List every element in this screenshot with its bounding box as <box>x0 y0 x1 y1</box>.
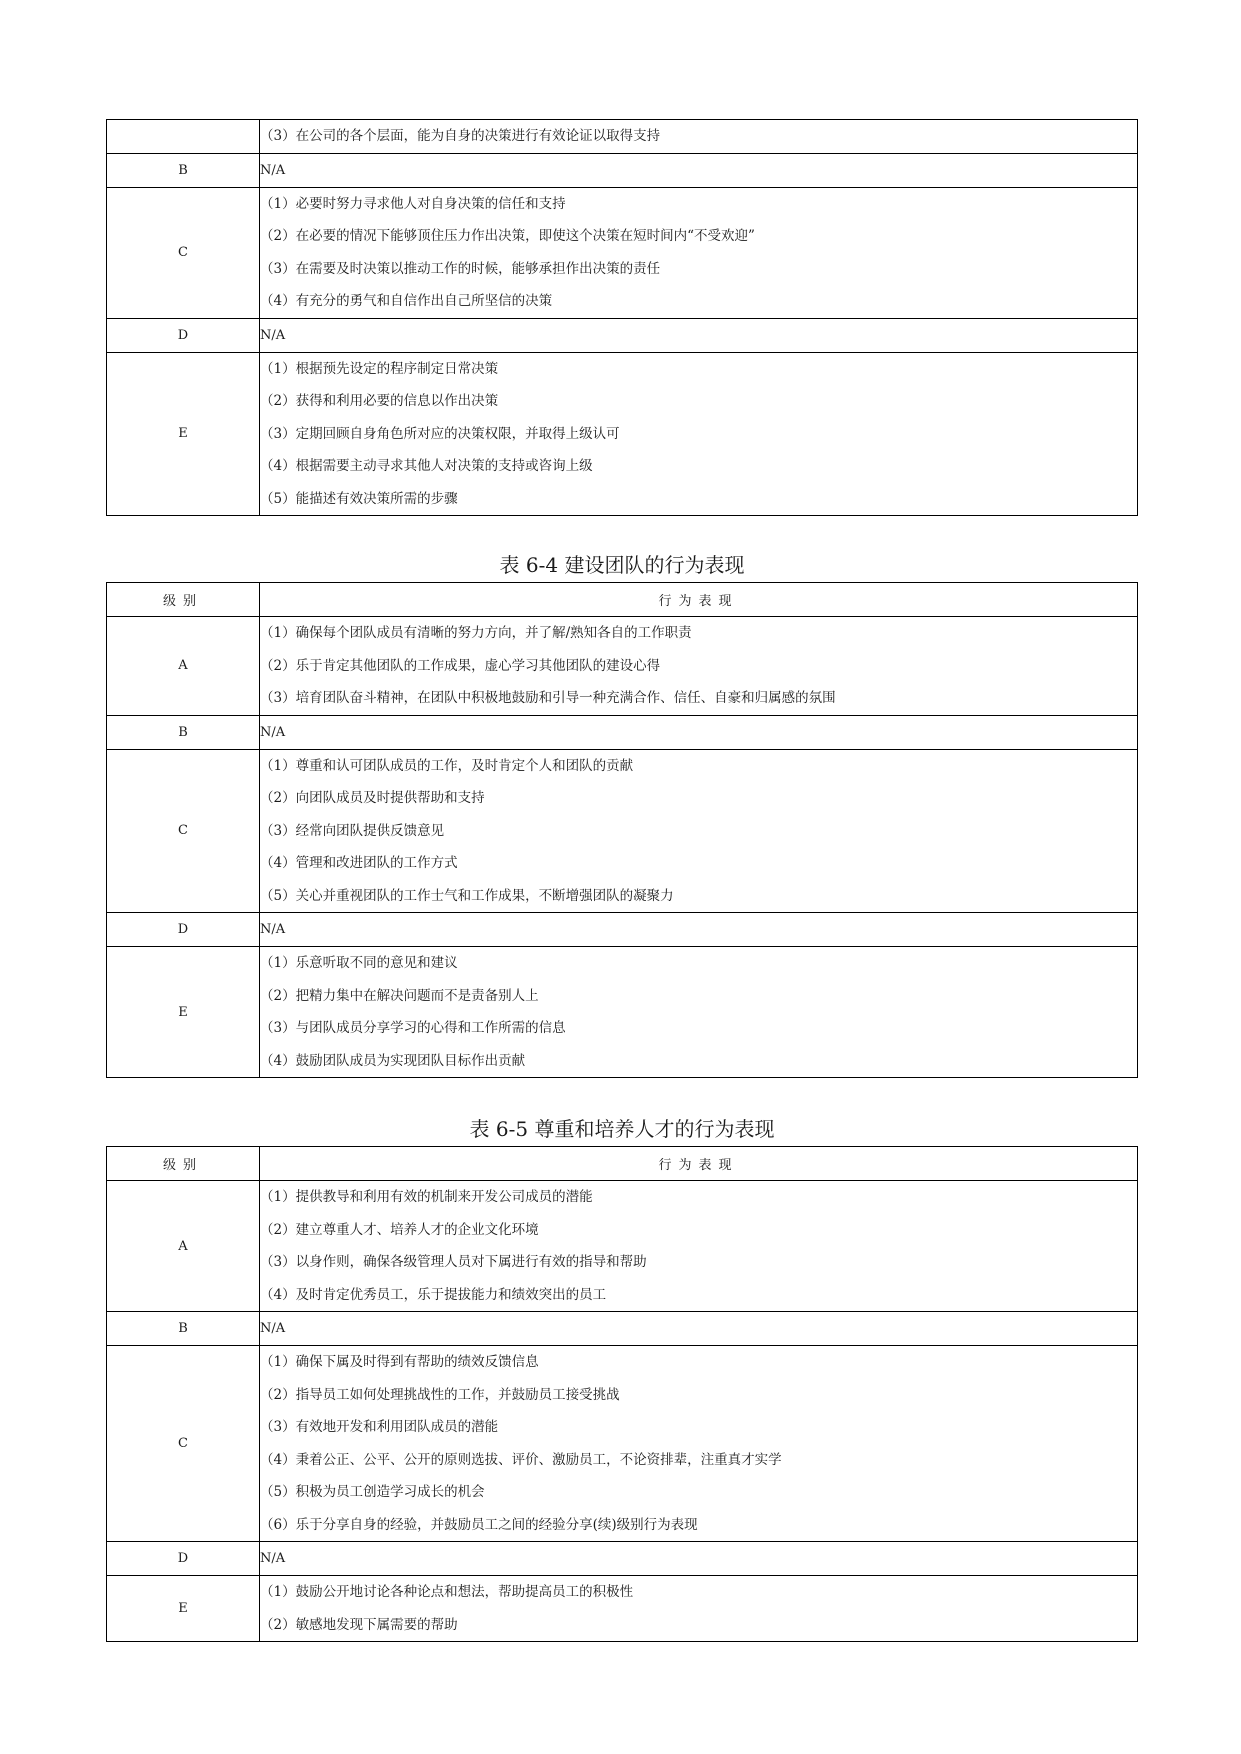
level-cell: A <box>107 1181 260 1312</box>
behavior-item: （2）建立尊重人才、培养人才的企业文化环境 <box>260 1221 539 1238</box>
behavior-na: N/A <box>260 318 1138 352</box>
behavior-item: （3）经常向团队提供反馈意见 <box>260 822 445 839</box>
level-cell: C <box>107 1346 260 1542</box>
behavior-item: （5）能描述有效决策所需的步骤 <box>260 490 458 507</box>
table-row <box>107 715 1138 749</box>
behavior-item: （3）在需要及时决策以推动工作的时候，能够承担作出决策的责任 <box>260 260 661 277</box>
level-cell: C <box>107 187 260 318</box>
level-cell <box>107 120 260 154</box>
table-row <box>107 352 1138 516</box>
behavior-na: N/A <box>260 153 1138 187</box>
behavior-item: （2）向团队成员及时提供帮助和支持 <box>260 790 485 806</box>
table-header-row <box>107 1147 1138 1181</box>
behavior-na: N/A <box>260 1542 1138 1576</box>
behavior-item: （3）有效地开发和利用团队成员的潜能 <box>260 1419 499 1435</box>
level-cell: C <box>107 749 260 913</box>
table-row <box>107 187 1138 318</box>
table-row <box>107 617 1138 716</box>
behavior-item: （1）确保每个团队成员有清晰的努力方向，并了解/熟知各自的工作职责 <box>260 625 692 641</box>
table-row <box>107 1346 1138 1542</box>
behavior-item: （3）培育团队奋斗精神，在团队中积极地鼓励和引导一种充满合作、信任、自豪和归属感的氛围 <box>260 690 836 706</box>
behavior-item: （2）在必要的情况下能够顶住压力作出决策，即使这个决策在短时间内“不受欢迎” <box>260 228 755 244</box>
table-row <box>107 947 1138 1078</box>
behavior-cell <box>260 1576 1138 1642</box>
level-cell: E <box>107 352 260 516</box>
behavior-item: （3）与团队成员分享学习的心得和工作所需的信息 <box>260 1020 566 1036</box>
behavior-item: （5）积极为员工创造学习成长的机会 <box>260 1484 485 1500</box>
behavior-item: （2）获得和利用必要的信息以作出决策 <box>260 393 499 409</box>
behavior-cell <box>260 1181 1138 1312</box>
behavior-item: （1）尊重和认可团队成员的工作，及时肯定个人和团队的贡献 <box>260 757 634 774</box>
level-cell: B <box>107 715 260 749</box>
behavior-item: （2）指导员工如何处理挑战性的工作，并鼓励员工接受挑战 <box>260 1386 620 1403</box>
behavior-column-header: 行为表现 <box>260 583 1138 617</box>
behavior-cell <box>260 749 1138 913</box>
behavior-item: （3）在公司的各个层面，能为自身的决策进行有效论证以取得支持 <box>260 128 661 144</box>
behavior-item: （1）确保下属及时得到有帮助的绩效反馈信息 <box>260 1354 539 1370</box>
table-row <box>107 153 1138 187</box>
behavior-item: （4）鼓励团队成员为实现团队目标作出贡献 <box>260 1052 526 1069</box>
table-row <box>107 318 1138 352</box>
behavior-item: （4）管理和改进团队的工作方式 <box>260 855 458 871</box>
behavior-item: （2）把精力集中在解决问题而不是责备别人上 <box>260 987 539 1004</box>
behavior-item: （6）乐于分享自身的经验，并鼓励员工之间的经验分享(续)级别行为表现 <box>260 1516 698 1533</box>
level-cell: B <box>107 1312 260 1346</box>
behavior-cell <box>260 187 1138 318</box>
behavior-cell <box>260 1346 1138 1542</box>
behavior-cell <box>260 120 1138 154</box>
behavior-item: （1）鼓励公开地讨论各种论点和想法，帮助提高员工的积极性 <box>260 1584 634 1600</box>
behavior-item: （3）定期回顾自身角色所对应的决策权限，并取得上级认可 <box>260 425 620 442</box>
table-row <box>107 749 1138 913</box>
behavior-item: （2）敏感地发现下属需要的帮助 <box>260 1616 458 1633</box>
behavior-na: N/A <box>260 913 1138 947</box>
behavior-na: N/A <box>260 715 1138 749</box>
behavior-item: （4）秉着公正、公平、公开的原则选拔、评价、激励员工，不论资排辈，注重真才实学 <box>260 1451 782 1468</box>
level-cell: B <box>107 153 260 187</box>
behavior-item: （4）及时肯定优秀员工，乐于提拔能力和绩效突出的员工 <box>260 1286 607 1303</box>
table-row <box>107 1576 1138 1642</box>
behavior-cell <box>260 617 1138 716</box>
table-row <box>107 913 1138 947</box>
talent-development-table <box>106 1146 1138 1642</box>
behavior-na: N/A <box>260 1312 1138 1346</box>
behavior-item: （4）根据需要主动寻求其他人对决策的支持或咨询上级 <box>260 458 593 474</box>
table-row <box>107 1312 1138 1346</box>
behavior-cell <box>260 947 1138 1078</box>
level-cell: D <box>107 913 260 947</box>
level-cell: D <box>107 1542 260 1576</box>
level-column-header: 级别 <box>107 1147 260 1181</box>
level-cell: E <box>107 1576 260 1642</box>
table-row <box>107 1181 1138 1312</box>
level-cell: A <box>107 617 260 716</box>
behavior-item: （3）以身作则，确保各级管理人员对下属进行有效的指导和帮助 <box>260 1254 647 1270</box>
level-column-header: 级别 <box>107 583 260 617</box>
level-cell: D <box>107 318 260 352</box>
table-title: 表 6-5 尊重和培养人才的行为表现 <box>469 1117 775 1141</box>
level-cell: E <box>107 947 260 1078</box>
table-header-row <box>107 583 1138 617</box>
table-title: 表 6-4 建设团队的行为表现 <box>499 553 745 577</box>
behavior-item: （1）乐意听取不同的意见和建议 <box>260 955 458 971</box>
table-row <box>107 120 1138 154</box>
table-row <box>107 1542 1138 1576</box>
behavior-column-header: 行为表现 <box>260 1147 1138 1181</box>
behavior-item: （2）乐于肯定其他团队的工作成果，虚心学习其他团队的建设心得 <box>260 657 661 674</box>
behavior-item: （4）有充分的勇气和自信作出自己所坚信的决策 <box>260 293 553 309</box>
behavior-item: （5）关心并重视团队的工作士气和工作成果，不断增强团队的凝聚力 <box>260 887 674 904</box>
behavior-cell <box>260 352 1138 516</box>
behavior-item: （1）提供教导和利用有效的机制来开发公司成员的潜能 <box>260 1189 593 1205</box>
behavior-item: （1）必要时努力寻求他人对自身决策的信任和支持 <box>260 195 566 212</box>
team-building-table <box>106 582 1138 1078</box>
continuation-table <box>106 119 1138 516</box>
behavior-item: （1）根据预先设定的程序制定日常决策 <box>260 360 499 377</box>
